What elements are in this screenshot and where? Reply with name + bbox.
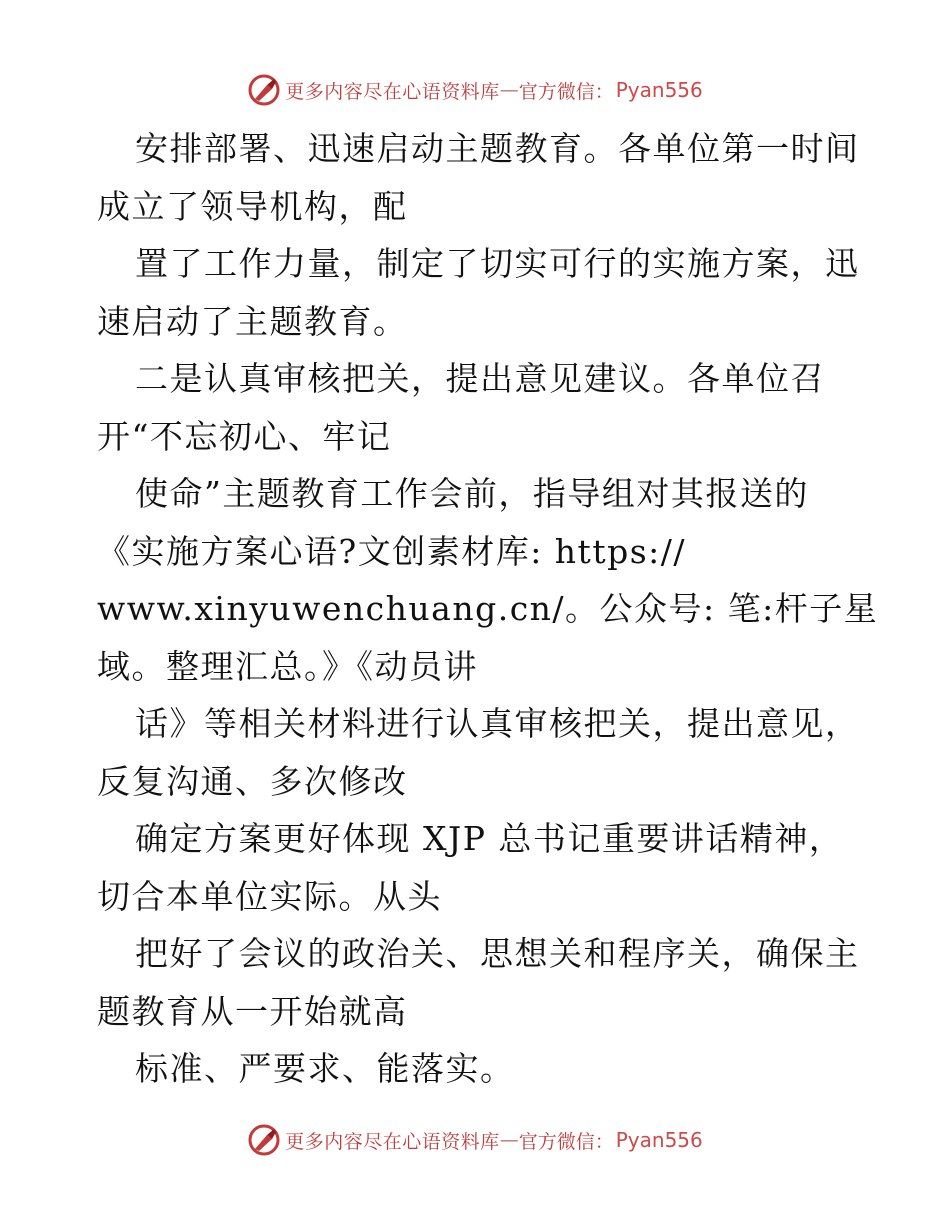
body-line: www.xinyuwenchuang.cn/。公众号: 笔:杆子星 [97,589,879,628]
body-line: 速启动了主题教育。 [97,301,408,341]
body-line: 《实施方案心语?文创素材库: https:// [97,531,686,571]
banner-text: 更多内容尽在心语资料库 [285,80,500,103]
pen-nib-logo-icon [247,1123,281,1157]
body-line: 成立了领导机构，配 [97,186,408,226]
body-line: 使命”主题教育工作会前，指导组对其报送的 [135,474,809,513]
body-line: 开“不忘初心、牢记 [97,416,392,456]
body-line: 确定方案更好体现 XJP 总书记重要讲话精神， [135,819,844,858]
banner-wechat-id: Pyan556 [615,78,703,102]
body-line: 标准、严要求、能落实。 [135,1049,515,1088]
banner-separator: — [499,79,519,101]
body-line: 反复沟通、多次修改 [97,761,408,801]
body-line: 安排部署、迅速启动主题教育。各单位第一时间 [135,129,860,168]
footer-banner [0,1120,950,1160]
banner-wechat-id: Pyan556 [615,1128,703,1152]
body-line: 把好了会议的政治关、思想关和程序关，确保主 [135,934,860,973]
body-line: 二是认真审核把关，提出意见建议。各单位召 [135,359,825,398]
body-line: 题教育从一开始就高 [97,991,408,1031]
banner-separator: — [499,1129,519,1151]
document-body [97,120,887,1098]
body-line: 域。整理汇总。》《动员讲 [97,646,478,686]
body-line: 置了工作力量，制定了切实可行的实施方案，迅 [135,244,860,283]
body-line: 话》等相关材料进行认真审核把关，提出意见， [135,704,860,743]
pen-nib-logo-icon [247,73,281,107]
banner-wechat-label: 官方微信： [518,80,614,103]
banner-text: 更多内容尽在心语资料库 [285,1130,500,1153]
banner-wechat-label: 官方微信： [518,1130,614,1153]
header-banner [0,70,950,110]
body-line: 切合本单位实际。从头 [97,876,442,916]
